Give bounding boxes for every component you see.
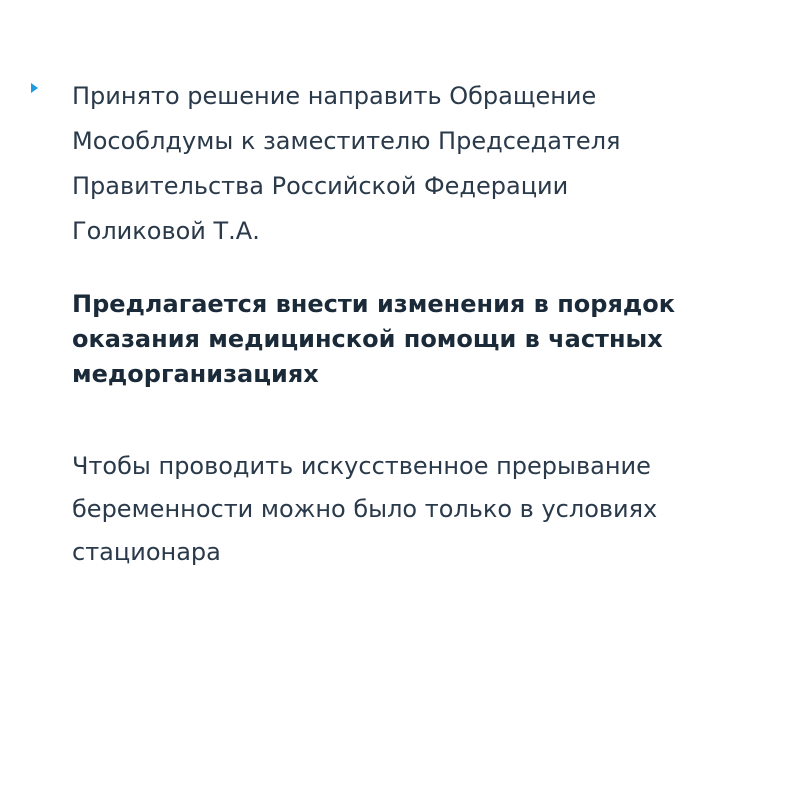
proposal-heading [72, 287, 772, 392]
heading-line: медорганизациях [72, 360, 319, 388]
text-line: Голиковой Т.А. [72, 217, 260, 245]
heading-line: оказания медицинской помощи в частных [72, 325, 663, 353]
decision-paragraph [72, 74, 772, 254]
text-line: Мособлдумы к заместителю Председателя [72, 127, 621, 155]
detail-paragraph [72, 445, 772, 574]
text-line: Принято решение направить Обращение [72, 82, 597, 110]
text-line: стационара [72, 538, 221, 566]
text-line: беременности можно было только в условиях [72, 495, 658, 523]
triangle-bullet-icon [31, 83, 38, 93]
text-line: Чтобы проводить искусственное прерывание [72, 452, 651, 480]
heading-line: Предлагается внести изменения в порядок [72, 290, 676, 318]
text-line: Правительства Российской Федерации [72, 172, 569, 200]
